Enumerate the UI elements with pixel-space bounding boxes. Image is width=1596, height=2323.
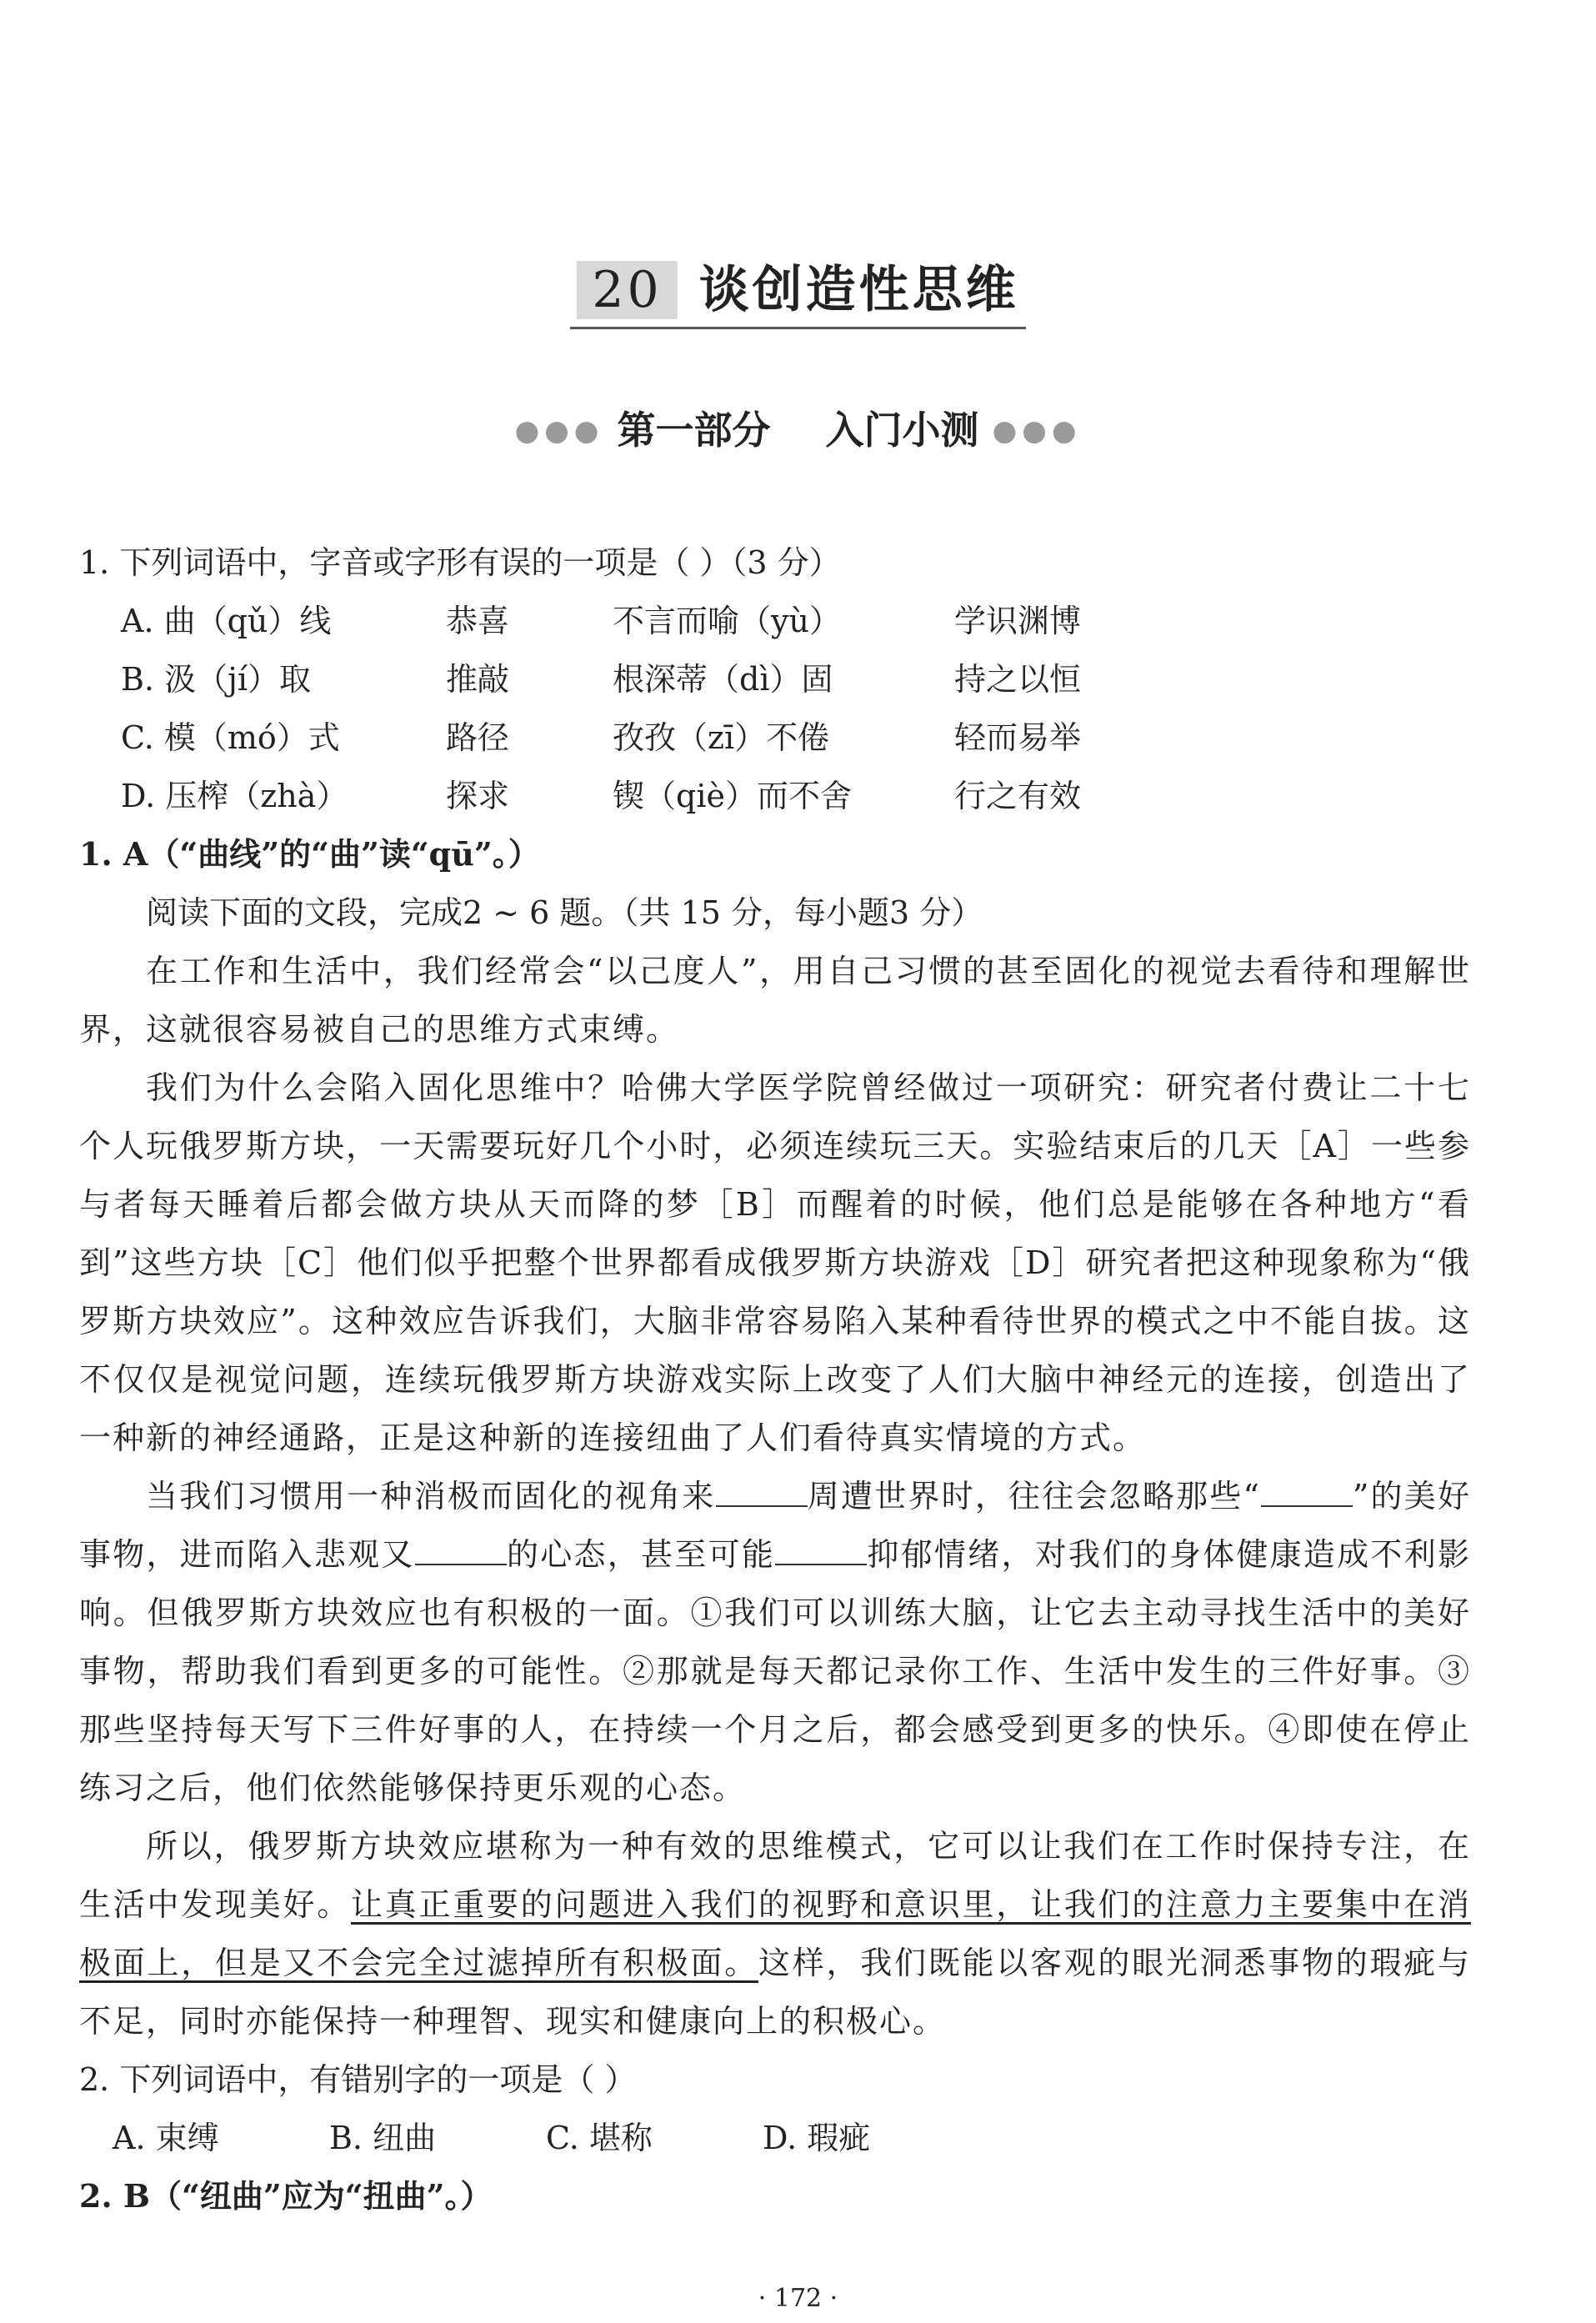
option-cell: A. 曲（qǔ）线 <box>121 603 332 639</box>
lesson-number: 20 <box>577 261 677 319</box>
paragraph-3-text: ”的美好事物，进而陷入悲观又 <box>79 1478 1471 1573</box>
question-1-option-a <box>79 592 1471 650</box>
reading-intro: 阅读下面的文段，完成2 ~ 6 题。（共 15 分，每小题3 分） <box>146 894 983 931</box>
option-cell: 孜孜（zī）不倦 <box>613 719 830 756</box>
lesson-title-block <box>0 250 1596 329</box>
section-heading <box>0 400 1596 455</box>
fill-blank-1 <box>716 1480 808 1507</box>
question-2-option-c: C. 堪称 <box>546 2120 653 2156</box>
underlined-sentence: 让真正重要的问题进入我们的视野和意识里，让我们的注意力主要集中在消极面上，但是又不会完全过滤掉所有积极面。 <box>79 1886 1471 1981</box>
option-cell: 探求 <box>446 778 510 814</box>
option-cell: 根深蒂（dì）固 <box>613 661 833 698</box>
reading-paragraph-1: 在工作和生活中，我们经常会“以己度人”，用自己习惯的甚至固化的视觉去看待和理解世界，这就很容易被自己的思维方式束缚。 <box>79 953 1471 1048</box>
fill-blank-2 <box>1261 1480 1353 1507</box>
option-cell: B. 汲（jí）取 <box>121 661 312 698</box>
decorative-dots-right: ●●● <box>992 414 1082 448</box>
decorative-dots-left: ●●● <box>514 414 604 448</box>
question-1-option-c <box>79 708 1471 767</box>
question-2-option-a: A. 束缚 <box>113 2120 219 2156</box>
reading-paragraph-4 <box>79 1817 1471 2050</box>
paragraph-3-text: 周遭世界时，往往会忽略那些“ <box>807 1478 1261 1514</box>
option-cell: C. 模（mó）式 <box>121 719 340 756</box>
reading-paragraph-2: 我们为什么会陷入固化思维中？哈佛大学医学院曾经做过一项研究：研究者付费让二十七个人玩俄罗斯方块，一天需要玩好几个小时，必须连续玩三天。实验结束后的几天［A］一些参与者每天睡着后都会做方块从天而降的梦［B］而醒着的时候，他们总是能够在各种地方“看到”这些方块［C］他们似乎把整个世界都看成俄罗斯方块游戏［D］研究者把这种现象称为“俄罗斯方块效应”。这种效应告诉我们，大脑非常容易陷入某种看待世界的模式之中不能自拔。这不仅仅是视觉问题，连续玩俄罗斯方块游戏实际上改变了人们大脑中神经元的连接，创造出了一种新的神经通路，正是这种新的连接纽曲了人们看待真实情境的方式。 <box>79 1069 1471 1456</box>
section-label: 第一部分 <box>617 408 771 453</box>
question-2-option-b: B. 纽曲 <box>329 2120 437 2156</box>
paragraph-3-text: 抑郁情绪，对我们的身体健康造成不利影响。但俄罗斯方块效应也有积极的一面。①我们可以训练大脑，让它去主动寻找生活中的美好事物，帮助我们看到更多的可能性。②那就是每天都记录你工作、生活中发生的三件好事。③那些坚持每天写下三件好事的人，在持续一个月之后，都会感受到更多的快乐。④即使在停止练习之后，他们依然能够保持更乐观的心态。 <box>79 1536 1471 1806</box>
option-cell: 路径 <box>446 719 510 756</box>
option-cell: 轻而易举 <box>954 719 1082 756</box>
option-cell: 推敲 <box>446 661 510 698</box>
lesson-title <box>570 250 1025 329</box>
fill-blank-3 <box>415 1539 507 1565</box>
section-subtitle: 入门小测 <box>825 408 979 453</box>
question-1-stem: 1. 下列词语中，字音或字形有误的一项是（ ）（3 分） <box>79 544 841 581</box>
question-1-option-d <box>79 767 1471 825</box>
question-2-option-d: D. 瑕疵 <box>763 2120 871 2156</box>
option-cell: 锲（qiè）而不舍 <box>613 778 852 814</box>
reading-paragraph-3 <box>79 1467 1471 1817</box>
option-cell: 恭喜 <box>446 603 510 639</box>
fill-blank-4 <box>775 1539 867 1565</box>
paragraph-4-text: 这样，我们既能以客观的眼光洞悉事物的瑕疵与不足，同时亦能保持一种理智、现实和健康向上的积极心。 <box>79 1945 1471 2040</box>
paragraph-4-text: 所以，俄罗斯方块效应堪称为一种有效的思维模式，它可以让我们在工作时保持专注，在生活中发现美好。 <box>79 1828 1471 1923</box>
question-2-answer: 2. B（“纽曲”应为“扭曲”。） <box>79 2177 493 2215</box>
option-cell: 行之有效 <box>954 778 1082 814</box>
lesson-title-text: 谈创造性思维 <box>698 261 1019 319</box>
option-cell: 不言而喻（yù） <box>613 603 841 639</box>
option-cell: 持之以恒 <box>954 661 1082 698</box>
question-2-options <box>79 2109 1471 2167</box>
paragraph-3-text: 的心态，甚至可能 <box>506 1536 776 1573</box>
page-number: · 172 · <box>758 2284 838 2313</box>
option-cell: 学识渊博 <box>954 603 1082 639</box>
question-2-stem: 2. 下列词语中，有错别字的一项是（ ） <box>79 2061 637 2098</box>
option-cell: D. 压榨（zhà） <box>121 778 348 814</box>
question-1-option-b <box>79 650 1471 708</box>
paragraph-3-text: 当我们习惯用一种消极而固化的视角来 <box>146 1478 716 1514</box>
main-content <box>79 533 1471 2225</box>
question-1-answer: 1. A（“曲线”的“曲”读“qū”。） <box>79 835 540 873</box>
